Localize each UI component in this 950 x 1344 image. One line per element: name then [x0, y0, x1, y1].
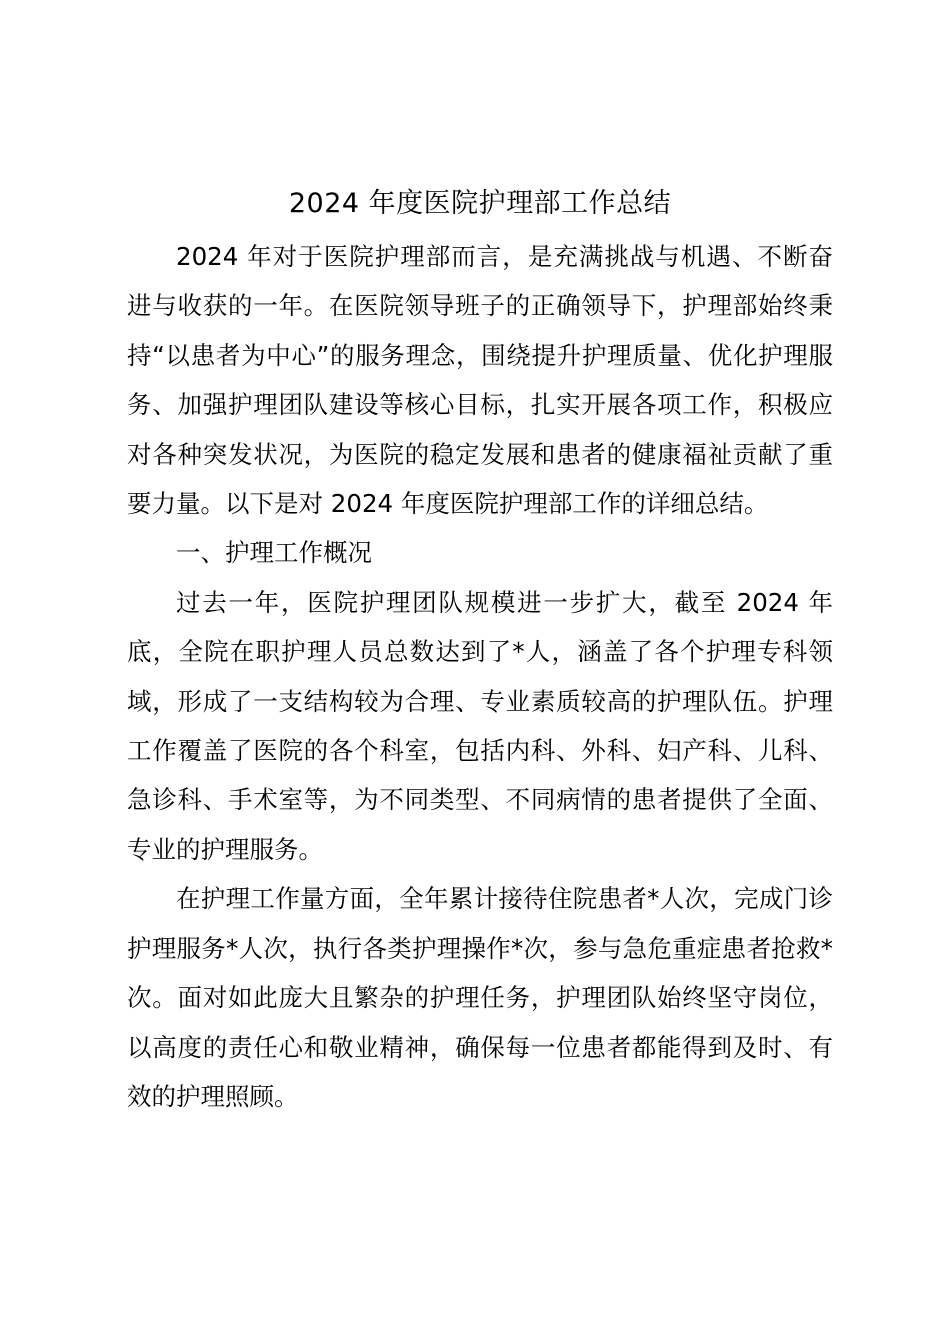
- document-title: 2024 年度医院护理部工作总结: [288, 188, 672, 219]
- workload-paragraph: 在护理工作量方面，全年累计接待住院患者*人次，完成门诊护理服务*人次，执行各类护理操作*次，参与急危重症患者抢救*次。面对如此庞大且繁杂的护理任务，护理团队始终坚守岗位，以高度的责任心和敬业精神，确保每一位患者都能得到及时、有效的护理照顾。: [127, 884, 833, 1111]
- overview-paragraph: 过去一年，医院护理团队规模进一步扩大，截至 2024 年底，全院在职护理人员总数达到了*人，涵盖了各个护理专科领域，形成了一支结构较为合理、专业素质较高的护理队伍。护理工作覆盖了医院的各个科室，包括内科、外科、妇产科、儿科、急诊科、手术室等，为不同类型、不同病情的患者提供了全面、专业的护理服务。: [127, 587, 833, 864]
- section-heading: 一、护理工作概况: [176, 538, 372, 568]
- document-body: [127, 232, 833, 1121]
- intro-paragraph: 2024 年对于医院护理部而言，是充满挑战与机遇、不断奋进与收获的一年。在医院领导班子的正确领导下，护理部始终秉持“以患者为中心”的服务理念，围绕提升护理质量、优化护理服务、加强护理团队建设等核心目标，扎实开展各项工作，积极应对各种突发状况，为医院的稳定发展和患者的健康福祉贡献了重要力量。以下是对 2024 年度医院护理部工作的详细总结。: [127, 242, 833, 519]
